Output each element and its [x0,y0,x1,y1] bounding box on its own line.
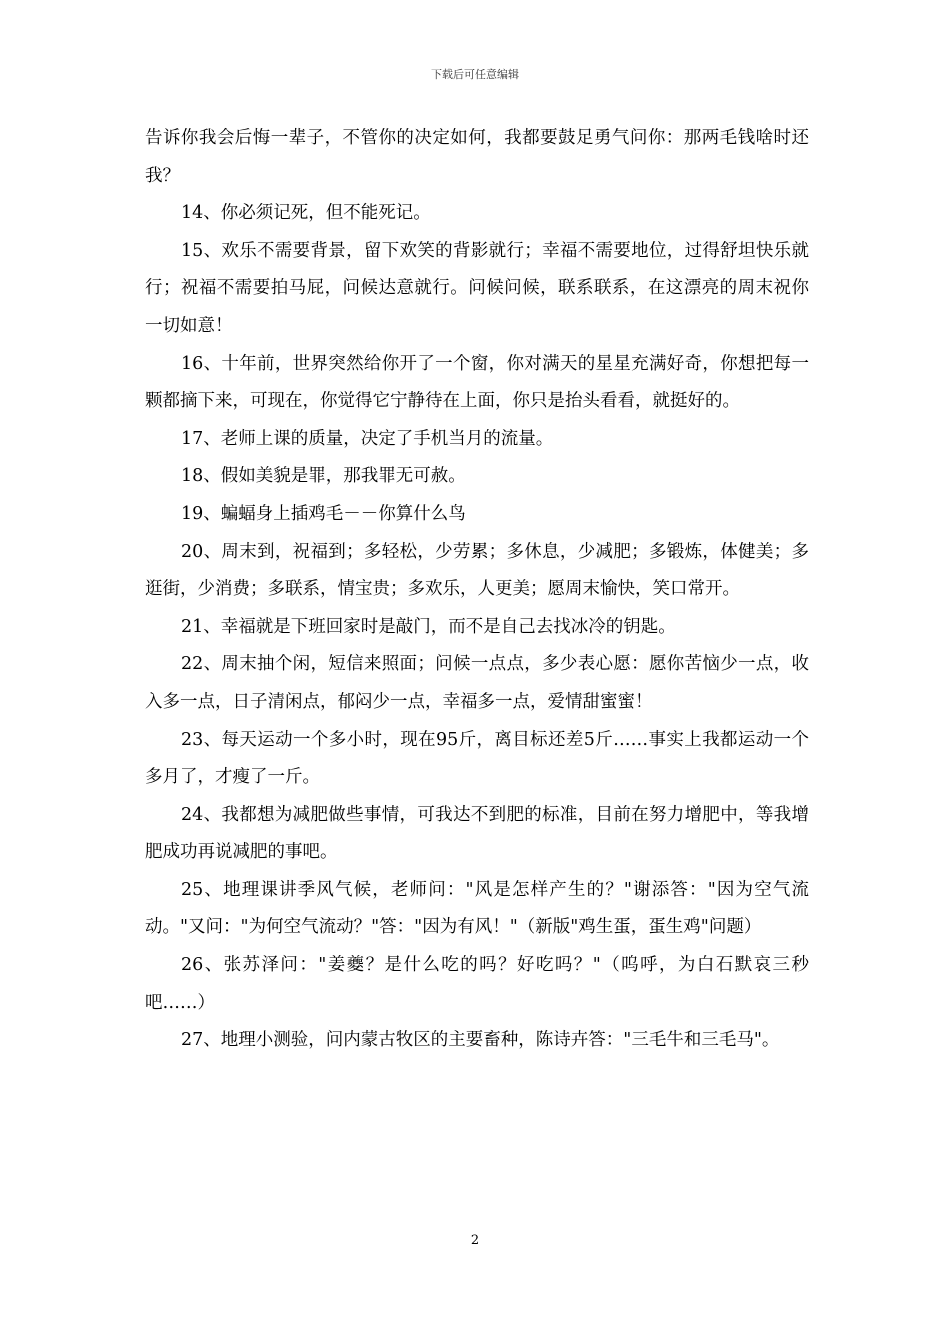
header-note: 下载后可任意编辑 [431,68,519,81]
paragraph-continuation: 告诉你我会后悔一辈子，不管你的决定如何，我都要鼓足勇气问你：那两毛钱啥时还我？ [145,128,809,186]
paragraph-17: 17、老师上课的质量，决定了手机当月的流量。 [181,428,554,449]
paragraph-19: 19、蝙蝠身上插鸡毛－－你算什么鸟 [181,503,466,524]
paragraph-21: 21、幸福就是下班回家时是敲门，而不是自己去找冰冷的钥匙。 [181,616,676,637]
paragraph-14: 14、你必须记死，但不能死记。 [181,203,431,224]
paragraph-26: 26、张苏泽问："姜夔？是什么吃的吗？好吃吗？"（呜呼，为白石默哀三秒吧……） [145,955,809,1013]
paragraph-20: 20、周末到，祝福到；多轻松，少劳累；多休息，少减肥；多锻炼，体健美；多逛街，少消费；多联系，情宝贵；多欢乐，人更美；愿周末愉快，笑口常开。 [145,541,809,600]
paragraph-25: 25、地理课讲季风气候，老师问："风是怎样产生的？"谢添答："因为空气流动。"又问："为何空气流动？"答："因为有风！"（新版"鸡生蛋，蛋生鸡"问题） [145,879,809,938]
paragraph-24: 24、我都想为减肥做些事情，可我达不到肥的标准，目前在努力增肥中，等我增肥成功再说减肥的事吧。 [145,804,809,863]
paragraph-23: 23、每天运动一个多小时，现在95斤，离目标还差5斤……事实上我都运动一个多月了，才瘦了一斤。 [145,729,809,788]
paragraph-18: 18、假如美貌是罪，那我罪无可赦。 [181,466,466,487]
paragraph-27: 27、地理小测验，问内蒙古牧区的主要畜种，陈诗卉答："三毛牛和三毛马"。 [181,1030,780,1051]
paragraph-15: 15、欢乐不需要背景，留下欢笑的背影就行；幸福不需要地位，过得舒坦快乐就行；祝福不需要拍马屁，问候达意就行。问候问候，联系联系，在这漂亮的周末祝你一切如意！ [145,240,809,336]
body-text [145,120,809,1060]
page-number: 2 [470,1233,480,1248]
paragraph-16: 16、十年前，世界突然给你开了一个窗，你对满天的星星充满好奇，你想把每一颗都摘下来，可现在，你觉得它宁静待在上面，你只是抬头看看，就挺好的。 [145,353,809,412]
paragraph-22: 22、周末抽个闲，短信来照面；问候一点点，多少表心愿：愿你苦恼少一点，收入多一点，日子清闲点，郁闷少一点，幸福多一点，爱情甜蜜蜜！ [145,654,809,712]
